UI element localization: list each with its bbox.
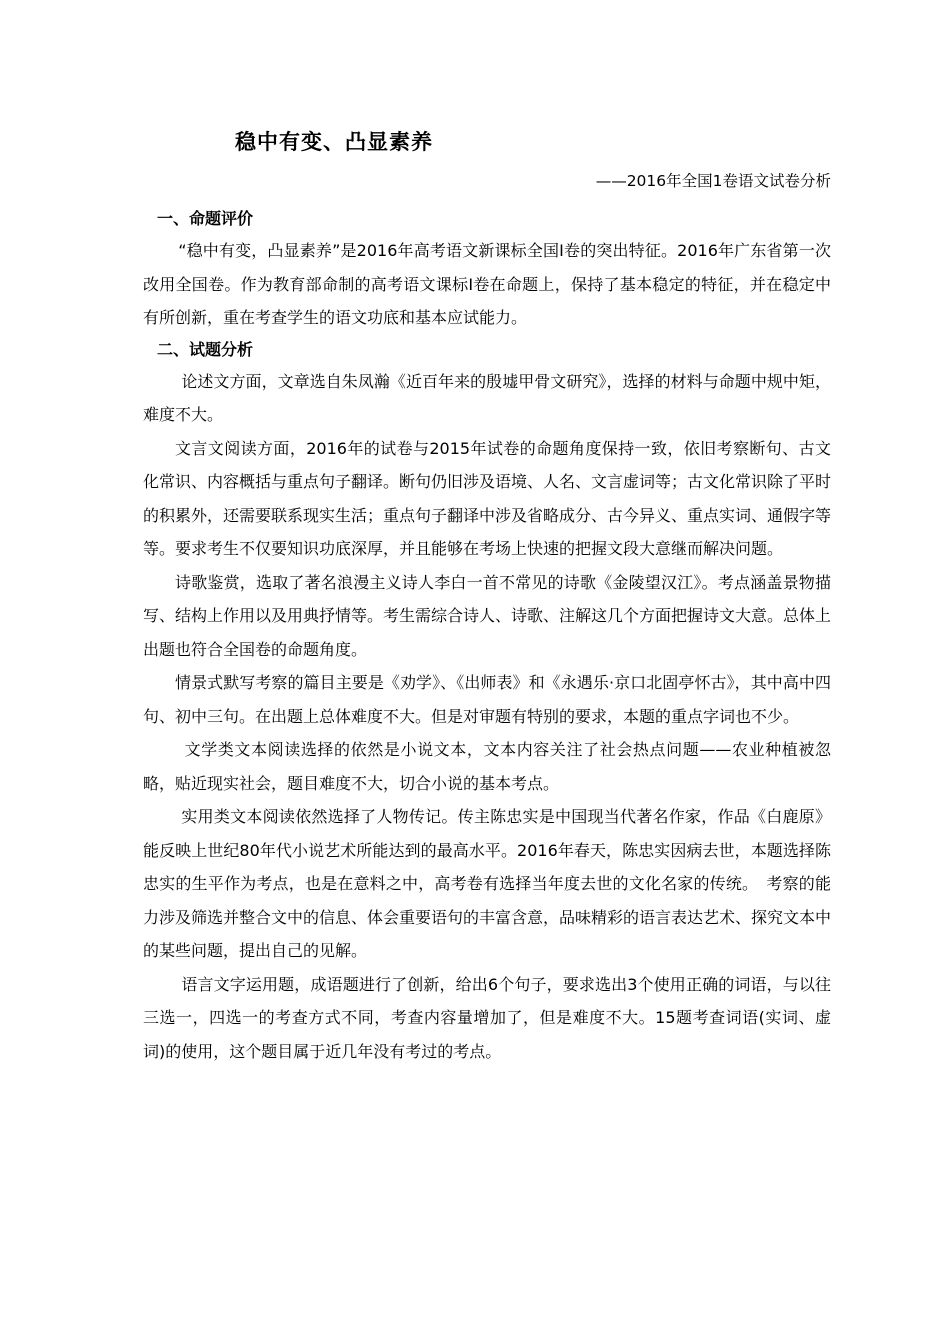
document-subtitle: ——2016年全国1卷语文试卷分析 bbox=[595, 172, 831, 190]
section-heading-analysis: 二、试题分析 bbox=[157, 339, 254, 359]
section-heading-evaluation: 一、命题评价 bbox=[157, 209, 254, 228]
paragraph-evaluation: “稳中有变，凸显素养”是2016年高考语文新课标全国I卷的突出特征。2016年广东省第一次改用全国卷。作为教育部命制的高考语文课标I卷在命题上，保持了基本稳定的特征，并在稳定中有所创新，重在考查学生的语文功底和基本应试能力。 bbox=[143, 241, 831, 327]
paragraph-classical-chinese: 文言文阅读方面，2016年的试卷与2015年试卷的命题角度保持一致，依旧考察断句、古文化常识、内容概括与重点句子翻译。断句仍旧涉及语境、人名、文言虚词等；古文化常识除了平时的积累外，还需要联系现实生活；重点句子翻译中涉及省略成分、古今异义、重点实词、通假字等等。要求考生不仅要知识功底深厚，并且能够在考场上快速的把握文段大意继而解决问题。 bbox=[143, 438, 832, 558]
document-content bbox=[143, 122, 831, 1068]
paragraph-practical-text: 实用类文本阅读依然选择了人物传记。传主陈忠实是中国现当代著名作家，作品《白鹿原》能反映上世纪80年代小说艺术所能达到的最高水平。2016年春天，陈忠实因病去世，本题选择陈忠实的生平作为考点，也是在意料之中，高考卷有选择当年度去世的文化名家的传统。 考察的能力涉及筛选并整合文中的信息、体会重要语句的丰富含意，品味精彩的语言表达艺术、探究文本中的某些问题，提出自己的见解。 bbox=[143, 807, 832, 960]
paragraph-poetry: 诗歌鉴赏，选取了著名浪漫主义诗人李白一首不常见的诗歌《金陵望汉江》。考点涵盖景物描写、结构上作用以及用典抒情等。考生需综合诗人、诗歌、注解这几个方面把握诗文大意。总体上出题也符合全国卷的命题角度。 bbox=[143, 572, 832, 659]
paragraph-literary-text: 文学类文本阅读选择的依然是小说文本，文本内容关注了社会热点问题——农业种植被忽略，贴近现实社会，题目难度不大，切合小说的基本考点。 bbox=[143, 740, 831, 793]
paragraph-dictation: 情景式默写考察的篇目主要是《劝学》、《出师表》和《永遇乐·京口北固亭怀古》，其中高中四句、初中三句。在出题上总体难度不大。但是对审题有特别的要求，本题的重点字词也不少。 bbox=[143, 673, 831, 726]
paragraph-language-use: 语言文字运用题，成语题进行了创新，给出6个句子，要求选出3个使用正确的词语，与以往三选一，四选一的考查方式不同，考查内容量增加了，但是难度不大。15题考查词语(实词、虚词)的使用，这个题目属于近几年没有考过的考点。 bbox=[143, 974, 831, 1061]
paragraph-argumentative: 论述文方面，文章选自朱凤瀚《近百年来的殷墟甲骨文研究》，选择的材料与命题中规中矩，难度不大。 bbox=[143, 371, 831, 424]
document-title: 稳中有变、凸显素养 bbox=[235, 130, 433, 154]
